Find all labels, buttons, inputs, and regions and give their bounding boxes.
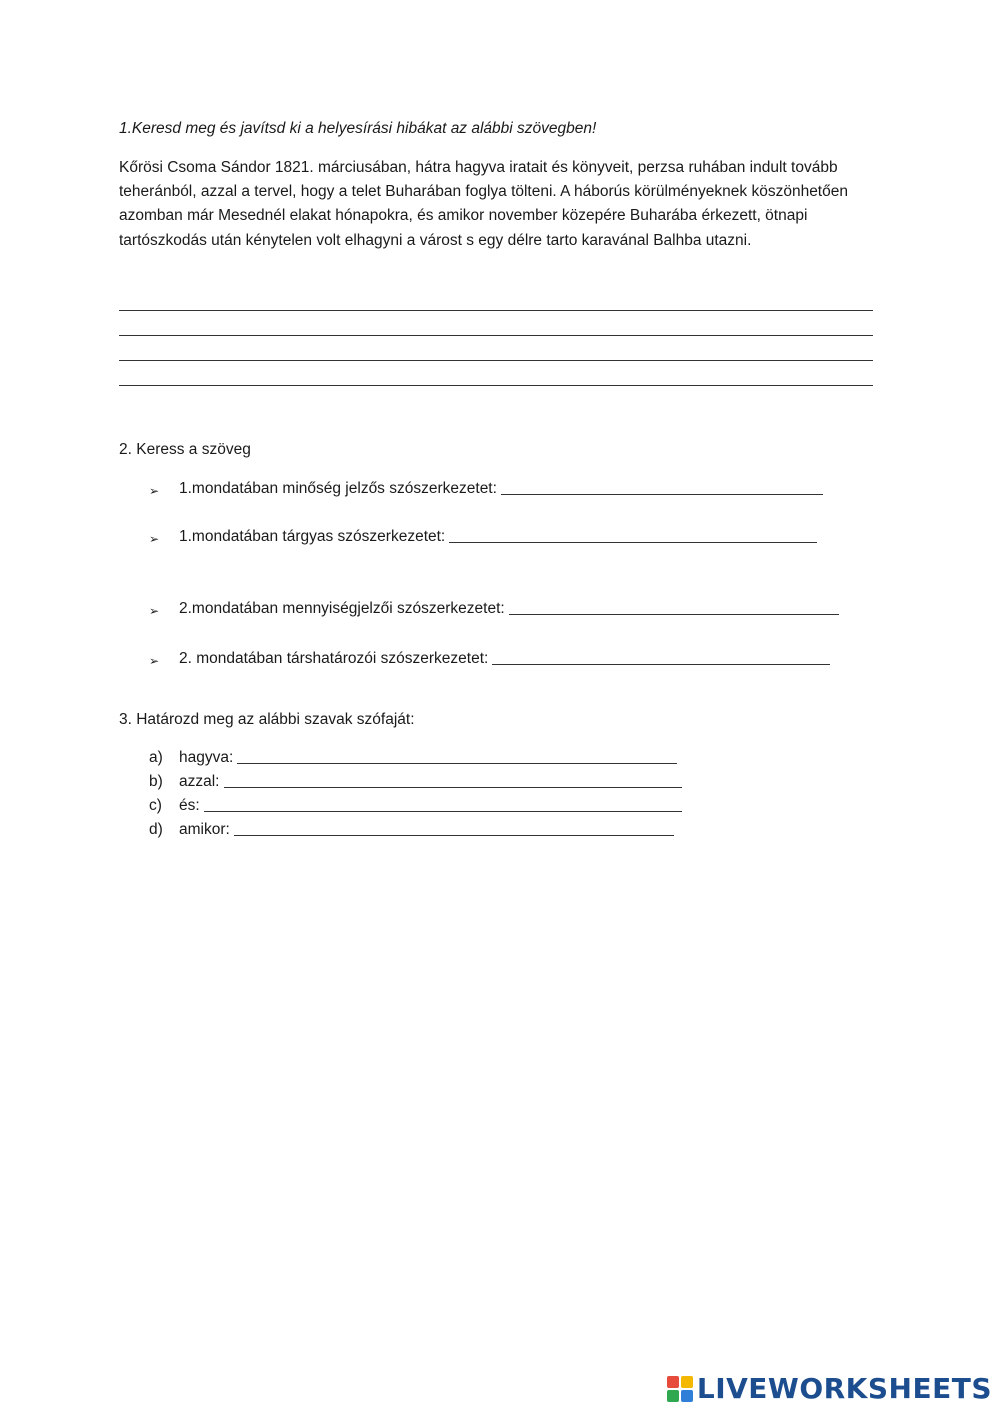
answer-blank[interactable] <box>509 613 839 615</box>
question-2-item-label: 1.mondatában tárgyas szószerkezetet: <box>179 528 446 545</box>
question-1-answer-lines <box>119 310 873 410</box>
question-2-item <box>149 480 823 498</box>
question-2-title: 2. Keress a szöveg <box>119 441 251 458</box>
arrow-bullet-icon: ➢ <box>149 532 160 546</box>
question-1-paragraph: Kőrösi Csoma Sándor 1821. márciusában, hátra hagyva iratait és könyveit, perzsa ruhában indult tovább teheránból, azzal a tervel, hogy a telet Buharában foglya tölteni. A háborús körülményeknek köszönhetően azomban már Mesednél elakat hónapokra, és amikor november közepére Buharába érkezett, ötnapi tartószkodás után kénytelen volt elhagyni a várost s egy délre tarto karavánal Balhba utazni. <box>119 159 848 249</box>
question-3-item <box>149 821 674 839</box>
question-3-item <box>149 797 682 815</box>
question-3-title: 3. Határozd meg az alábbi szavak szófaját: <box>119 711 415 728</box>
answer-blank[interactable] <box>449 541 817 543</box>
answer-blank[interactable] <box>204 810 682 812</box>
question-3-item <box>149 773 682 791</box>
question-2-item <box>149 528 817 546</box>
answer-blank[interactable] <box>237 762 677 764</box>
question-2-item-label: 1.mondatában minőség jelzős szószerkezetet: <box>179 480 497 497</box>
item-letter: c) <box>149 797 162 814</box>
item-letter: b) <box>149 773 163 790</box>
question-2-item-label: 2. mondatában társhatározói szószerkezetet: <box>179 650 489 667</box>
item-letter: d) <box>149 821 163 838</box>
logo-text: LIVEWORKSHEETS <box>696 1372 992 1405</box>
item-word: és: <box>179 797 200 814</box>
answer-blank[interactable] <box>501 493 823 495</box>
answer-line[interactable] <box>119 310 873 311</box>
liveworksheets-logo-icon <box>667 1376 693 1402</box>
question-2-item <box>149 600 839 618</box>
item-word: amikor: <box>179 821 230 838</box>
liveworksheets-logo <box>667 1372 992 1405</box>
arrow-bullet-icon: ➢ <box>149 604 160 618</box>
answer-line[interactable] <box>119 385 873 386</box>
arrow-bullet-icon: ➢ <box>149 484 160 498</box>
item-word: azzal: <box>179 773 220 790</box>
answer-line[interactable] <box>119 335 873 336</box>
answer-line[interactable] <box>119 360 873 361</box>
question-1-title: 1.Keresd meg és javítsd ki a helyesírási hibákat az alábbi szövegben! <box>119 120 597 137</box>
answer-blank[interactable] <box>224 786 682 788</box>
arrow-bullet-icon: ➢ <box>149 654 160 668</box>
item-letter: a) <box>149 749 163 766</box>
question-3-item <box>149 749 677 767</box>
item-word: hagyva: <box>179 749 234 766</box>
answer-blank[interactable] <box>234 834 674 836</box>
question-2-item <box>149 650 830 668</box>
question-2-item-label: 2.mondatában mennyiségjelzői szószerkezetet: <box>179 600 505 617</box>
answer-blank[interactable] <box>492 663 830 665</box>
